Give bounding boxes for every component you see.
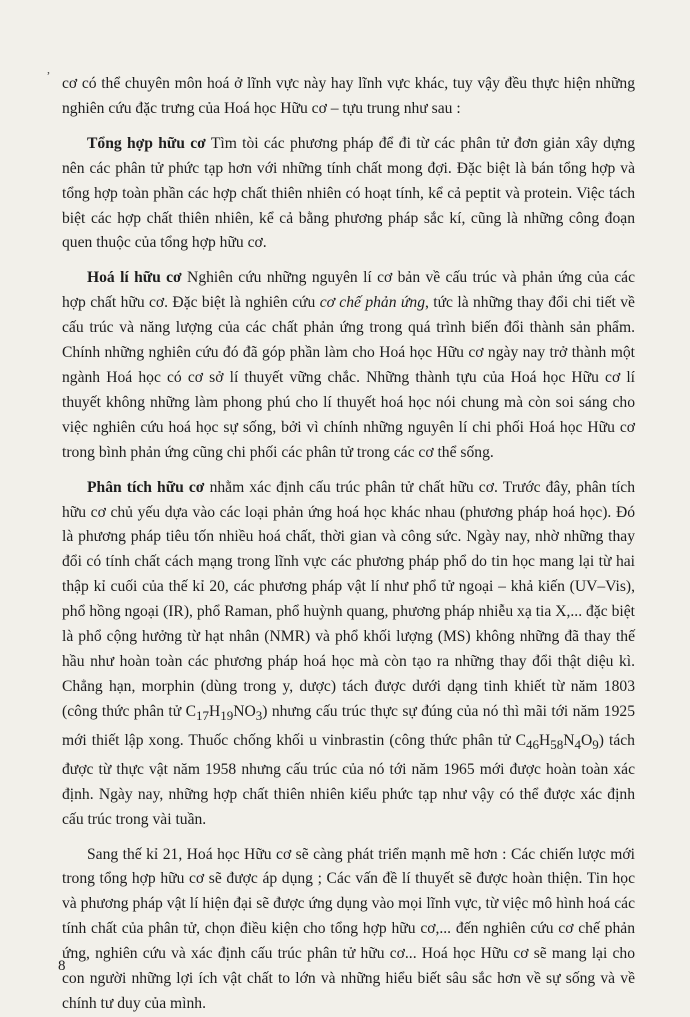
- margin-mark: ,: [47, 62, 50, 76]
- organic-analysis-paragraph: [62, 476, 635, 833]
- organic-synthesis-text: Tìm tòi các phương pháp để đi từ các phân tử đơn giản xây dựng nên các phân tử phức tạp hơn với những tính chất mong đợi. Đặc biệt là bán tổng hợp và tổng hợp toàn phần các hợp chất thiên nhiên có hoạt tính, kể cả peptit và protein. Việc tách biệt các hợp chất thiên nhiên, kể cả bằng phương pháp sắc kí, cũng là những công đoạn quen thuộc của tổng hợp hữu cơ.: [62, 134, 635, 252]
- organic-analysis-text-2: ) nhưng cấu trúc thực sự đúng của nó thì mãi tới năm 1925 mới thiết lập xong. Thuốc chống khối u vinbrastin (công thức phân tử: [62, 702, 635, 749]
- morphine-formula: $C_{17}H_{19}NO_3$: [185, 702, 263, 723]
- organic-synthesis-heading: Tổng hợp hữu cơ: [87, 134, 206, 152]
- outlook-paragraph: Sang thế kỉ 21, Hoá học Hữu cơ sẽ càng phát triển mạnh mẽ hơn : Các chiến lược mới trong tổng hợp hữu cơ sẽ được áp dụng ; Các vấn đề lí thuyết sẽ được hoàn thiện. Tin học và phương pháp vật lí hiện đại sẽ được ứng dụng vào mọi lĩnh vực, từ việc mô hình hoá các tính chất của phân tử, chọn điều kiện cho tổng hợp hữu cơ,... đến nghiên cứu cơ chế phản ứng, nghiên cứu và xác định cấu trúc phân tử hữu cơ... Hoá học Hữu cơ sẽ mang lại cho con người những lợi ích vật chất to lớn và những hiểu biết sâu sắc hơn về sự sống và về chính tư duy của mình.: [62, 845, 635, 1012]
- organic-analysis-heading: Phân tích hữu cơ: [87, 478, 205, 496]
- physical-organic-text-2: , tức là những thay đổi chi tiết về cấu trúc và năng lượng của các chất phản ứng trong quá trình biến đổi thành sản phẩm. Chính những nghiên cứu đó đã góp phần làm cho Hoá học Hữu cơ ngày nay trở thành một ngành Hoá học có cơ sở lí thuyết vững chắc. Những thành tựu của Hoá học Hữu cơ lí thuyết không những làm phong phú cho lí thuyết hoá học nói chung mà còn soi sáng cho việc nghiên cứu hoá học sự sống, bởi vì chính những nguyên lí chi phối Hoá học Hữu cơ trong bình phản ứng cũng chi phối các phân tử trong các cơ thể sống.: [62, 294, 635, 461]
- physical-organic-heading: Hoá lí hữu cơ: [87, 269, 182, 287]
- vinblastine-formula: $C_{46}H_{58}N_4O_9$: [515, 731, 599, 752]
- reaction-mechanism-term: cơ chế phản ứng: [319, 294, 425, 312]
- page-number: 8: [58, 958, 66, 974]
- organic-analysis-text-1: nhằm xác định cấu trúc phân tử chất hữu cơ. Trước đây, phân tích hữu cơ chủ yếu dựa vào các loại phản ứng hoá học khác nhau (phương pháp hoá học). Đó là phương pháp tiêu tốn nhiều hoá chất, thời gian và công sức. Ngày nay, nhờ những thay đổi có tính chất cách mạng trong lĩnh vực các phương pháp phổ do tin học mang lại từ hai thập kỉ cuối của thế kỉ 20, các phương pháp vật lí như phổ tử ngoại – khả kiến (UV–Vis), phổ hồng ngoại (IR), phổ Raman, phổ huỳnh quang, phương pháp nhiễu xạ tia X,... đặc biệt là phổ cộng hưởng từ hạt nhân (NMR) và phổ khối lượng (MS) không những đã thay thế hầu như hoàn toàn các phương pháp hoá học mà còn tạo ra những thay đổi thật diệu kì. Chẳng hạn, morphin (dùng trong y, dược) tách được dưới dạng tinh khiết từ năm 1803 (công thức phân tử: [62, 478, 635, 720]
- physical-organic-text-1: Nghiên cứu những nguyên lí cơ bản về cấu trúc và phản ứng của các hợp chất hữu cơ. Đặc biệt là nghiên cứu: [62, 269, 635, 312]
- physical-organic-paragraph: [62, 266, 635, 465]
- organic-analysis-text-3: ) tách được từ thực vật năm 1958 nhưng cấu trúc của nó tới năm 1965 mới được hoàn toàn xác định. Ngày nay, những hợp chất thiên nhiên kiểu phức tạp như vậy có thể được xác định cấu trúc trong vài tuần.: [62, 731, 635, 828]
- organic-synthesis-paragraph: [62, 132, 635, 257]
- intro-paragraph: cơ có thể chuyên môn hoá ở lĩnh vực này hay lĩnh vực khác, tuy vậy đều thực hiện những nghiên cứu đặc trưng của Hoá học Hữu cơ – tựu trung như sau :: [62, 75, 635, 117]
